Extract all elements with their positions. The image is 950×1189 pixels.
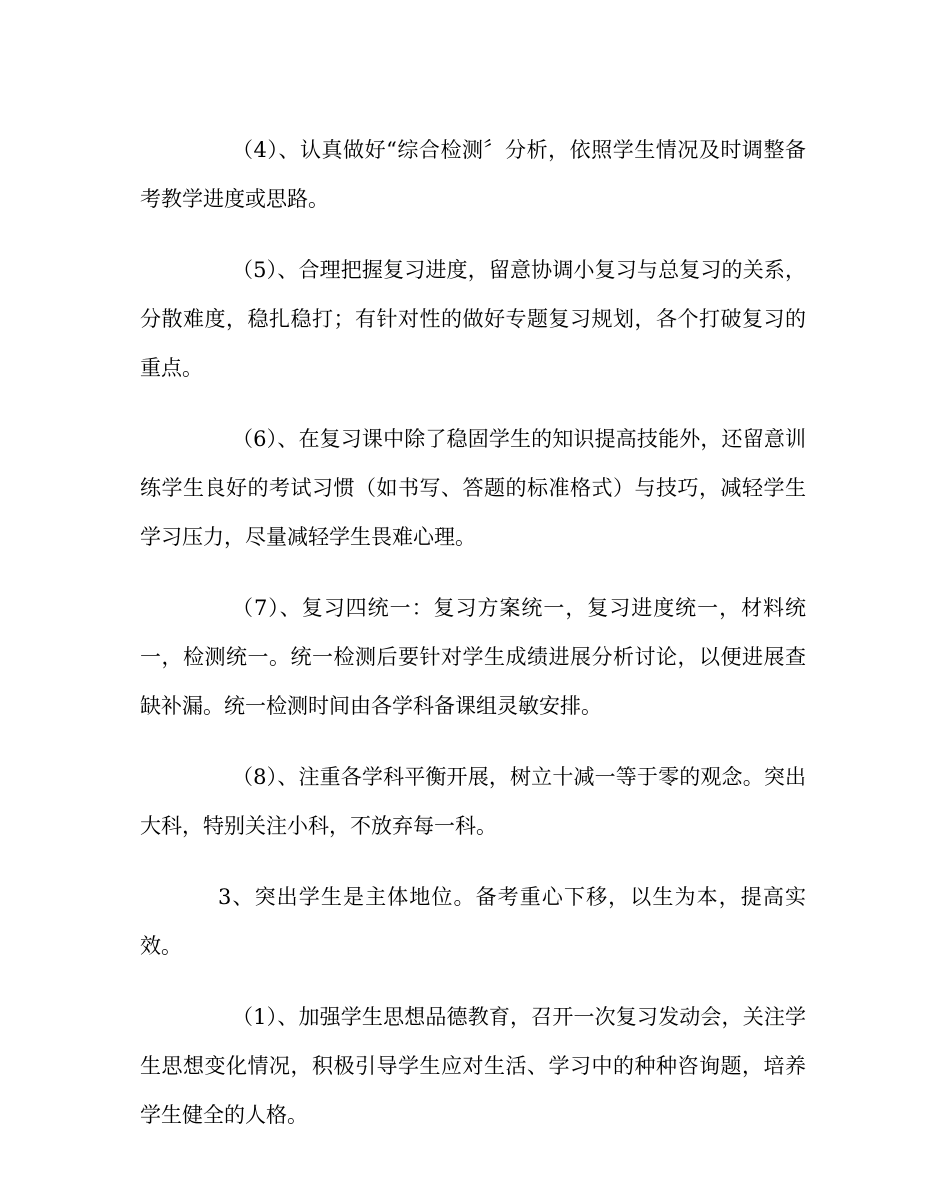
paragraph-item-4: （4）、认真做好“综合检测〞分析，依照学生情况及时调整备考教学进度或思路。 [140,138,806,211]
section-3-heading-paragraph: 3、突出学生是主体地位。备考重心下移，以生为本，提高实效。 [140,885,806,958]
paragraph-item-7: （7）、复习四统一：复习方案统一，复习进度统一，材料统一，检测统一。统一检测后要针对学生成绩进展分析讨论，以便进展查缺补漏。统一检测时间由各学科备课组灵敏安排。 [140,596,806,718]
document-body [140,126,806,1162]
paragraph-item-1: （1）、加强学生思想品德教育，召开一次复习发动会，关注学生思想变化情况，积极引导学生应对生活、学习中的种种咨询题，培养学生健全的人格。 [140,1005,806,1127]
paragraph-item-5: （5）、合理把握复习进度，留意协调小复习与总复习的关系，分散难度，稳扎稳打；有针对性的做好专题复习规划，各个打破复习的重点。 [140,258,806,380]
paragraph-item-6: （6）、在复习课中除了稳固学生的知识提高技能外，还留意训练学生良好的考试习惯（如书写、答题的标准格式）与技巧，减轻学生学习压力，尽量减轻学生畏难心理。 [140,427,806,549]
paragraph-item-8: （8）、注重各学科平衡开展，树立十减一等于零的观念。突出大科，特别关注小科，不放弃每一科。 [140,765,806,838]
